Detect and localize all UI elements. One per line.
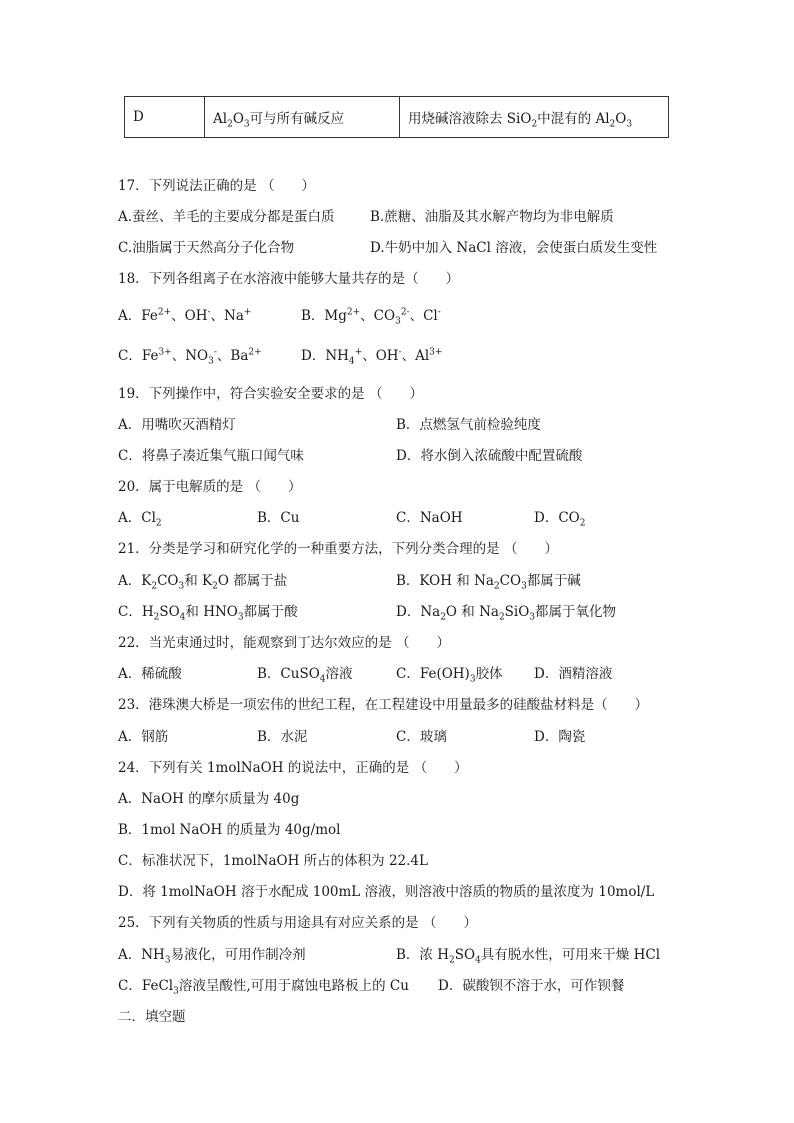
question-19-option-a: A．用嘴吹灭酒精灯	[118, 417, 236, 433]
question-18-stem: 18．下列各组离子在水溶液中能够大量共存的是（ ）	[118, 271, 460, 287]
question-23-option-b: B．水泥	[257, 729, 308, 745]
question-25-option-d: D．碳酸钡不溶于水，可作钡餐	[438, 978, 625, 994]
question-25-stem: 25．下列有关物质的性质与用途具有对应关系的是 （ ）	[118, 915, 477, 931]
question-20-option-d: D．$CO_2$	[534, 510, 586, 529]
question-19-option-d: D．将水倒入浓硫酸中配置硫酸	[396, 448, 583, 464]
question-20-stem: 20．属于电解质的是 （ ）	[118, 479, 302, 495]
question-24-option-b: B．1mol NaOH 的质量为 40g/mol	[118, 822, 341, 838]
answer-table	[124, 96, 669, 138]
question-17-option-b: B.蔗糖、油脂及其水解产物均为非电解质	[370, 209, 614, 225]
question-18-option-b: B．$Mg^{2+}$、$CO_3^{2-}$、Cl-	[301, 307, 441, 327]
question-20-option-a: A．$Cl_2$	[118, 510, 162, 529]
question-21-option-a: A．$K_2CO_3$和 $K_2O$ 都属于盐	[118, 573, 288, 592]
question-18-option-c: C．$Fe^{3+}$、$NO_3^-$、$Ba^{2+}$	[118, 347, 262, 367]
question-21-stem: 21．分类是学习和研究化学的一种重要方法，下列分类合理的是 （ ）	[118, 541, 558, 557]
question-22-option-a: A．稀硫酸	[118, 666, 182, 682]
question-17-option-a: A.蚕丝、羊毛的主要成分都是蛋白质	[118, 209, 335, 225]
question-20-option-c: C．NaOH	[396, 510, 463, 526]
question-22-option-c: C．$Fe(OH)_3$胶体	[396, 666, 503, 685]
section-heading: 二．填空题	[118, 1009, 186, 1025]
table-row	[125, 97, 669, 138]
question-24-stem: 24．下列有关 1molNaOH 的说法中，正确的是 （ ）	[118, 760, 468, 776]
question-23-option-c: C．玻璃	[396, 729, 447, 745]
question-18-option-a: A．$Fe^{2+}$、OH-、Na+	[118, 307, 252, 324]
question-25-option-c: C．FeCl$_3$溶液呈酸性,可用于腐蚀电路板上的 Cu	[118, 978, 409, 997]
question-21-option-b: B．KOH 和 $Na_2CO_3$都属于碱	[396, 573, 581, 592]
question-24-option-a: A．NaOH 的摩尔质量为 40g	[118, 791, 300, 807]
question-21-option-d: D．$Na_2O$ 和 $Na_2SiO_3$都属于氧化物	[396, 604, 617, 623]
question-19-option-b: B．点燃氢气前检验纯度	[396, 417, 541, 433]
question-24-option-c: C．标准状况下，1molNaOH 所占的体积为 22.4L	[118, 853, 428, 869]
question-17-option-c: C.油脂属于天然高分子化合物	[118, 240, 295, 256]
question-17-option-d: D.牛奶中加入 NaCl 溶液，会使蛋白质发生变性	[370, 240, 658, 256]
question-22-option-d: D．酒精溶液	[534, 666, 613, 682]
question-17-stem: 17．下列说法正确的是 （ ）	[118, 178, 315, 194]
question-23-option-a: A．钢筋	[118, 729, 169, 745]
question-20-option-b: B．Cu	[257, 510, 300, 526]
table-cell-usage: 用烧碱溶液除去 SiO$_2$中混有的 $Al_2O_3$	[400, 97, 669, 138]
question-22-option-b: B．CuSO$_4$溶液	[257, 666, 353, 685]
question-23-stem: 23．港珠澳大桥是一项宏伟的世纪工程，在工程建设中用量最多的硅酸盐材料是（ ）	[118, 697, 649, 713]
table-cell-property: $Al_2O_3$可与所有碱反应	[205, 97, 400, 138]
question-19-stem: 19．下列操作中，符合实验安全要求的是 （ ）	[118, 386, 423, 402]
question-22-stem: 22．当光束通过时，能观察到丁达尔效应的是 （ ）	[118, 635, 450, 651]
question-21-option-c: C．$H_2SO_4$和 $HNO_3$都属于酸	[118, 604, 298, 623]
question-18-option-d: D．$NH_4^+$、OH-、$Al^{3+}$	[301, 347, 443, 367]
question-19-option-c: C．将鼻子凑近集气瓶口闻气味	[118, 448, 304, 464]
question-24-option-d: D．将 1molNaOH 溶于水配成 100mL 溶液，则溶液中溶质的物质的量浓度为 10mol/L	[118, 884, 655, 900]
question-25-option-a: A．$NH_3$易液化，可用作制冷剂	[118, 947, 306, 966]
question-25-option-b: B．浓 $H_2SO_4$具有脱水性，可用来干燥 HCl	[396, 947, 661, 966]
table-cell-label: D	[125, 97, 205, 138]
question-23-option-d: D．陶瓷	[534, 729, 586, 745]
